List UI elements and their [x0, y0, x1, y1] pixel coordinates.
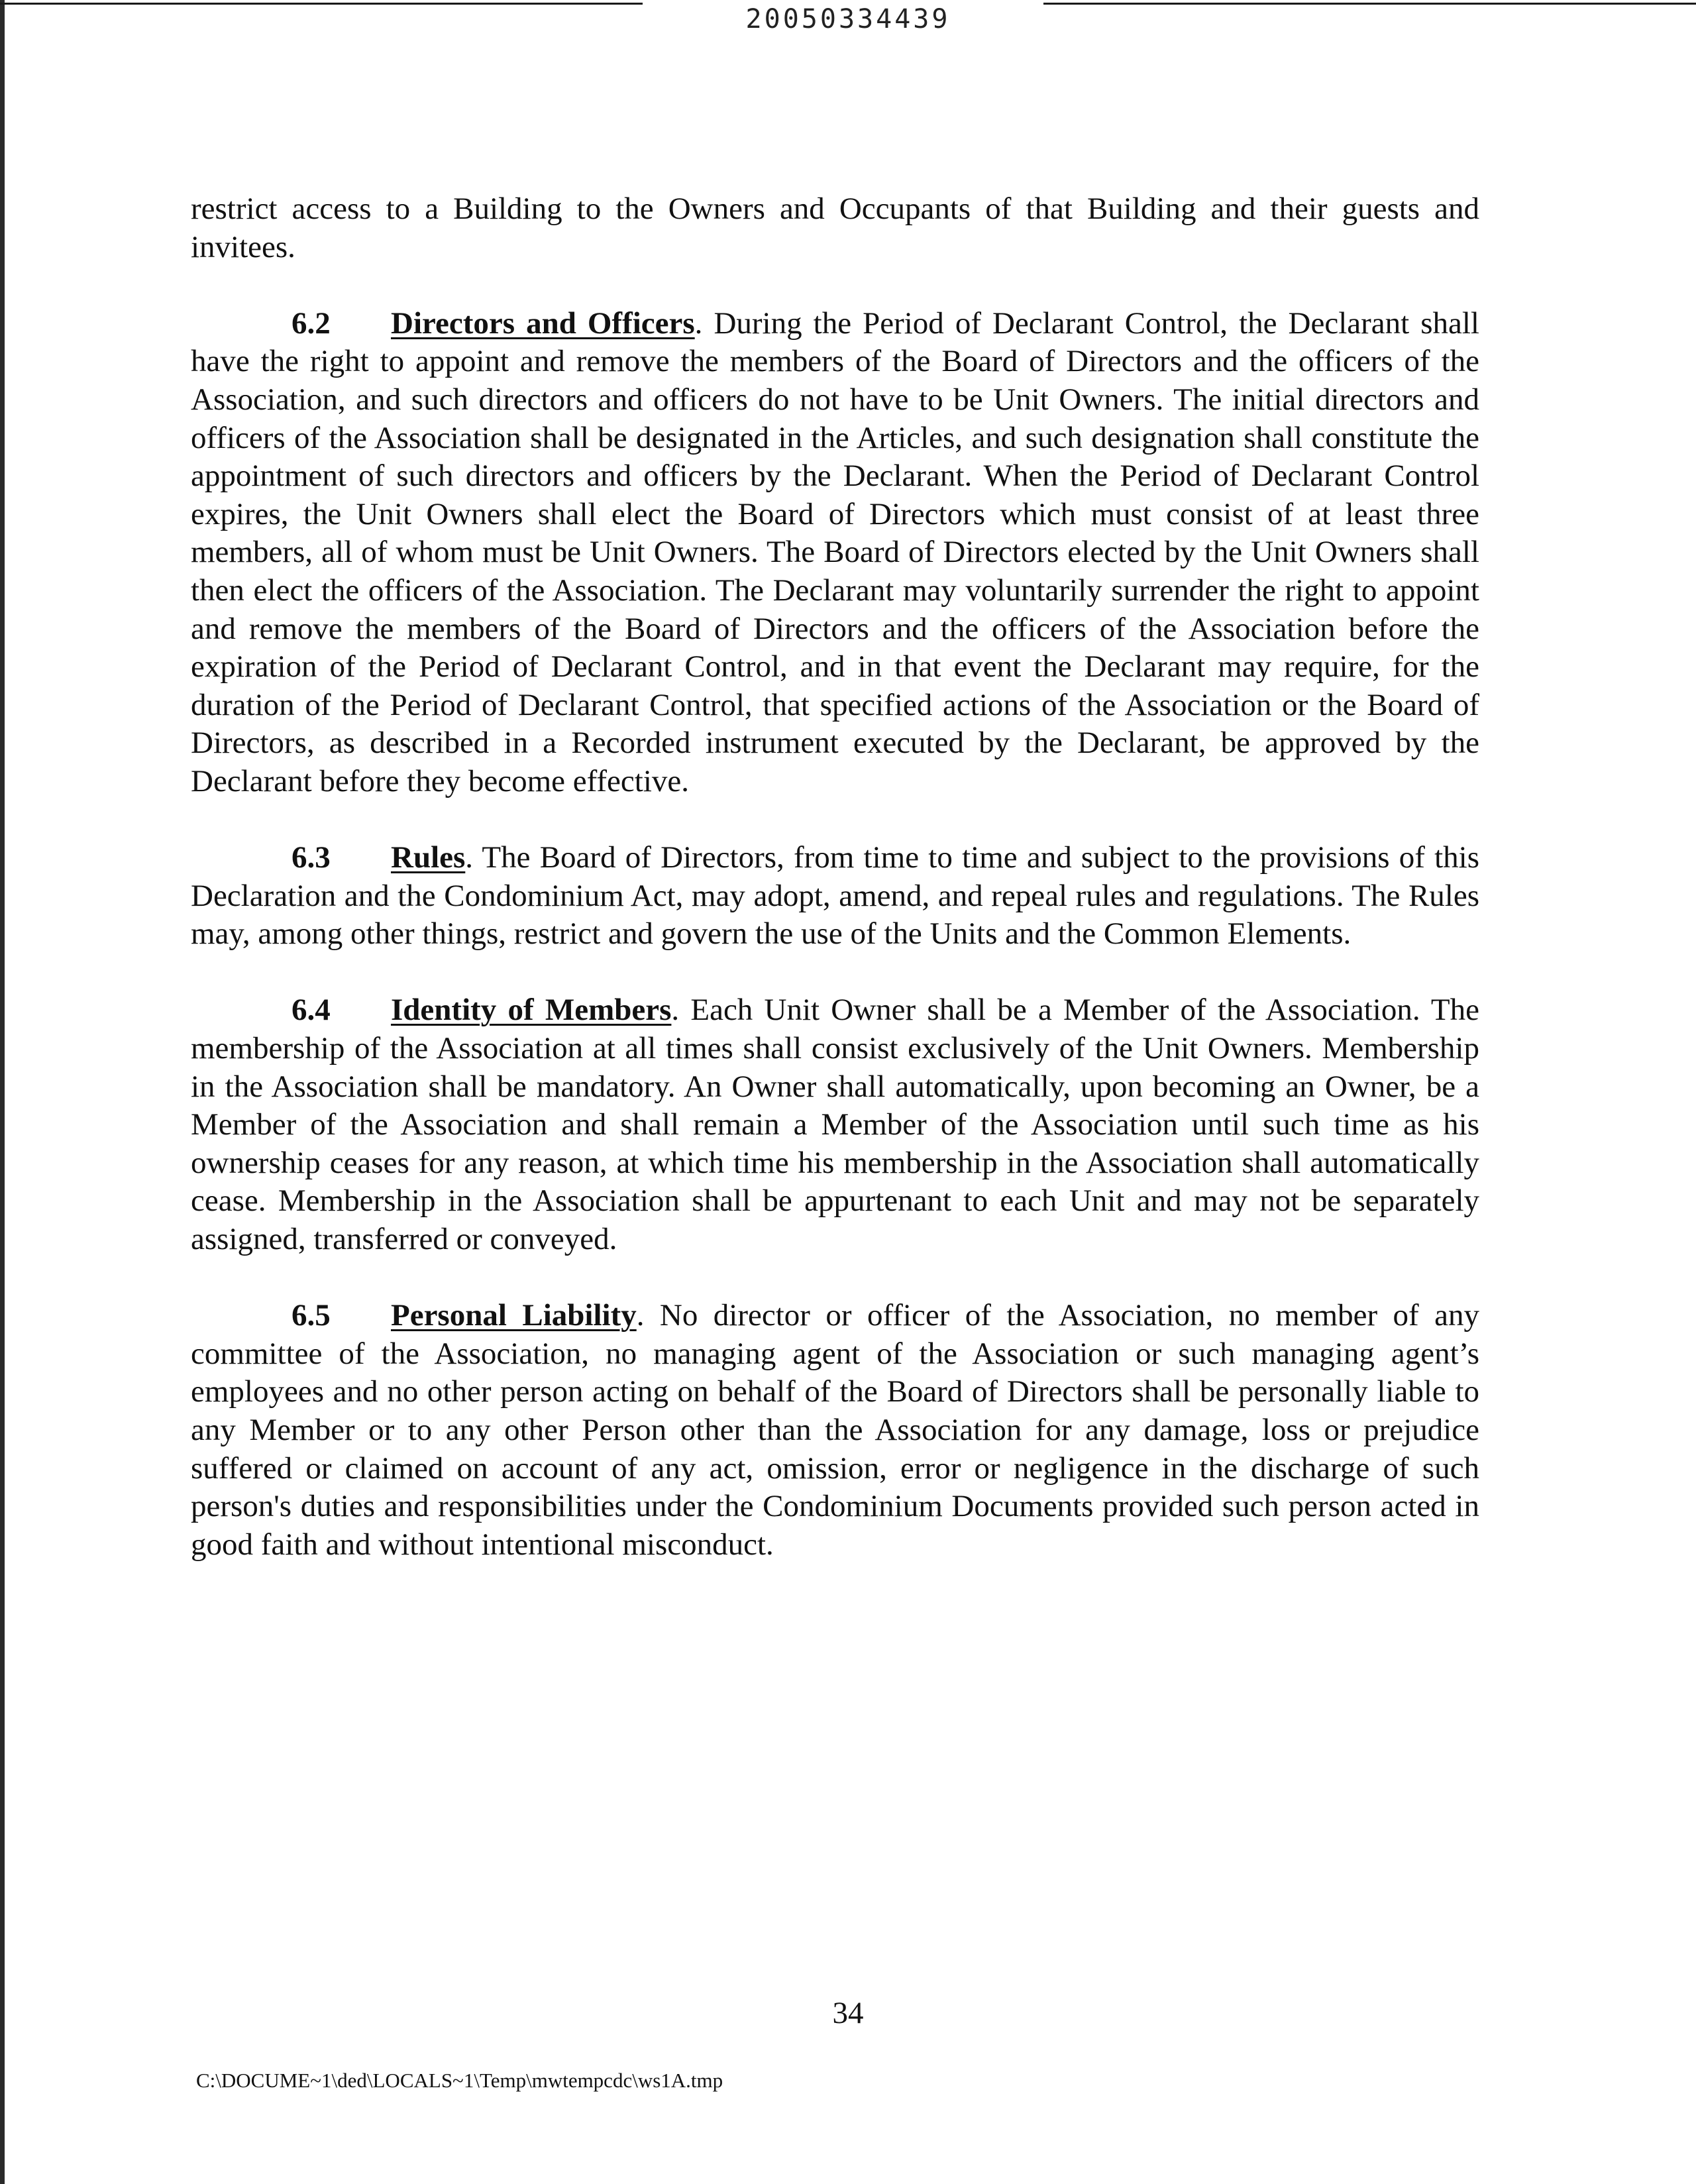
intro-paragraph: restrict access to a Building to the Owners and Occupants of that Building and their guests and invitees. [191, 191, 1479, 264]
section-title: Identity of Members [391, 993, 672, 1028]
section-text: Each Unit Owner shall be a Member of the Association. The membership of the Association at all times shall consist exclusively of the Unit Owners. Membership in the Association shall be mandatory. An Owner shall automatically, upon becoming an Owner, be a Member of the Association and shall remain a Member of the Association until such time as his ownership ceases for any reason, at which time his membership in the Association shall automatically cease. Membership in the Association shall be appurtenant to each Unit and may not be separately assigned, transferred or conveyed. [191, 993, 1480, 1257]
document-number: 20050334439 [745, 4, 951, 34]
section-text: The Board of Directors, from time to time and subject to the provisions of this Declaration and the Condominium Act, may adopt, amend, and repeal rules and regulations. The Rules may, among other things, restrict and govern the use of the Units and the Common Elements. [191, 840, 1479, 952]
section-title: Personal Liability [391, 1298, 637, 1333]
section-number: 6.2 [292, 305, 331, 341]
page-body [191, 190, 1479, 1602]
section-6-4: 6.4 Identity of Members. Each Unit Owner shall be a Member of the Association. The membership of the Association at all times shall consist exclusively of the Unit Owners. Membership in the Association shall be mandatory. An Owner shall automatically, upon becoming an Owner, be a Member of the Association and shall remain a Member of the Association until such time as his ownership ceases for any reason, at which time his membership in the Association shall automatically cease. Membership in the Association shall be appurtenant to each Unit and may not be separately assigned, transferred or conveyed. [191, 993, 1480, 1257]
file-path: C:\DOCUME~1\ded\LOCALS~1\Temp\mwtempcdc\ws1A.tmp [196, 2069, 723, 2092]
section-number: 6.4 [292, 993, 331, 1028]
section-text: During the Period of Declarant Control, the Declarant shall have the right to appoint and remove the members of the Board of Directors and the officers of the Association, and such directors and officers do not have to be Unit Owners. The initial directors and officers of the Association shall be designated in the Articles, and such designation shall constitute the appointment of such directors and officers by the Declarant. When the Period of Declarant Control expires, the Unit Owners shall elect the Board of Directors which must consist of at least three members, all of whom must be Unit Owners. The Board of Directors elected by the Unit Owners shall then elect the officers of the Association. The Declarant may voluntarily surrender the right to appoint and remove the members of the Board of Directors and the officers of the Association before the expiration of the Period of Declarant Control, and in that event the Declarant may require, for the duration of the Period of Declarant Control, that specified actions of the Association or the Board of Directors, as described in a Recorded instrument executed by the Declarant, be approved by the Declarant before they become effective. [191, 305, 1479, 798]
section-title: Rules [391, 840, 466, 875]
section-6-5: 6.5 Personal Liability. No director or officer of the Association, no member of any committee of the Association, no managing agent of the Association or such managing agent’s employees and no other person acting on behalf of the Board of Directors shall be personally liable to any Member or to any other Person other than the Association for any damage, loss or prejudice suffered or claimed on account of any act, omission, error or negligence in the discharge of such person's duties and responsibilities under the Condominium Documents provided such person acted in good faith and without intentional misconduct. [191, 1298, 1479, 1562]
section-text: No director or officer of the Association, no member of any committee of the Association, no managing agent of the Association or such managing agent’s employees and no other person acting on behalf of the Board of Directors shall be personally liable to any Member or to any other Person other than the Association for any damage, loss or prejudice suffered or claimed on account of any act, omission, error or negligence in the discharge of such person's duties and responsibilities under the Condominium Documents provided such person acted in good faith and without intentional misconduct. [191, 1298, 1479, 1562]
section-number: 6.3 [292, 840, 331, 875]
section-6-3: 6.3 Rules. The Board of Directors, from time to time and subject to the provisions of this Declaration and the Condominium Act, may adopt, amend, and repeal rules and regulations. The Rules may, among other things, restrict and govern the use of the Units and the Common Elements. [191, 840, 1479, 952]
section-number: 6.5 [292, 1298, 331, 1333]
scan-edge [0, 0, 5, 2184]
section-6-2: 6.2 Directors and Officers. During the Period of Declarant Control, the Declarant shall have the right to appoint and remove the members of the Board of Directors and the officers of the Association, and such directors and officers do not have to be Unit Owners. The initial directors and officers of the Association shall be designated in the Articles, and such designation shall constitute the appointment of such directors and officers by the Declarant. When the Period of Declarant Control expires, the Unit Owners shall elect the Board of Directors which must consist of at least three members, all of whom must be Unit Owners. The Board of Directors elected by the Unit Owners shall then elect the officers of the Association. The Declarant may voluntarily surrender the right to appoint and remove the members of the Board of Directors and the officers of the Association before the expiration of the Period of Declarant Control, and in that event the Declarant may require, for the duration of the Period of Declarant Control, that specified actions of the Association or the Board of Directors, as described in a Recorded instrument executed by the Declarant, be approved by the Declarant before they become effective. [191, 305, 1479, 798]
section-title: Directors and Officers [391, 305, 695, 341]
page-number: 34 [832, 1996, 864, 2030]
